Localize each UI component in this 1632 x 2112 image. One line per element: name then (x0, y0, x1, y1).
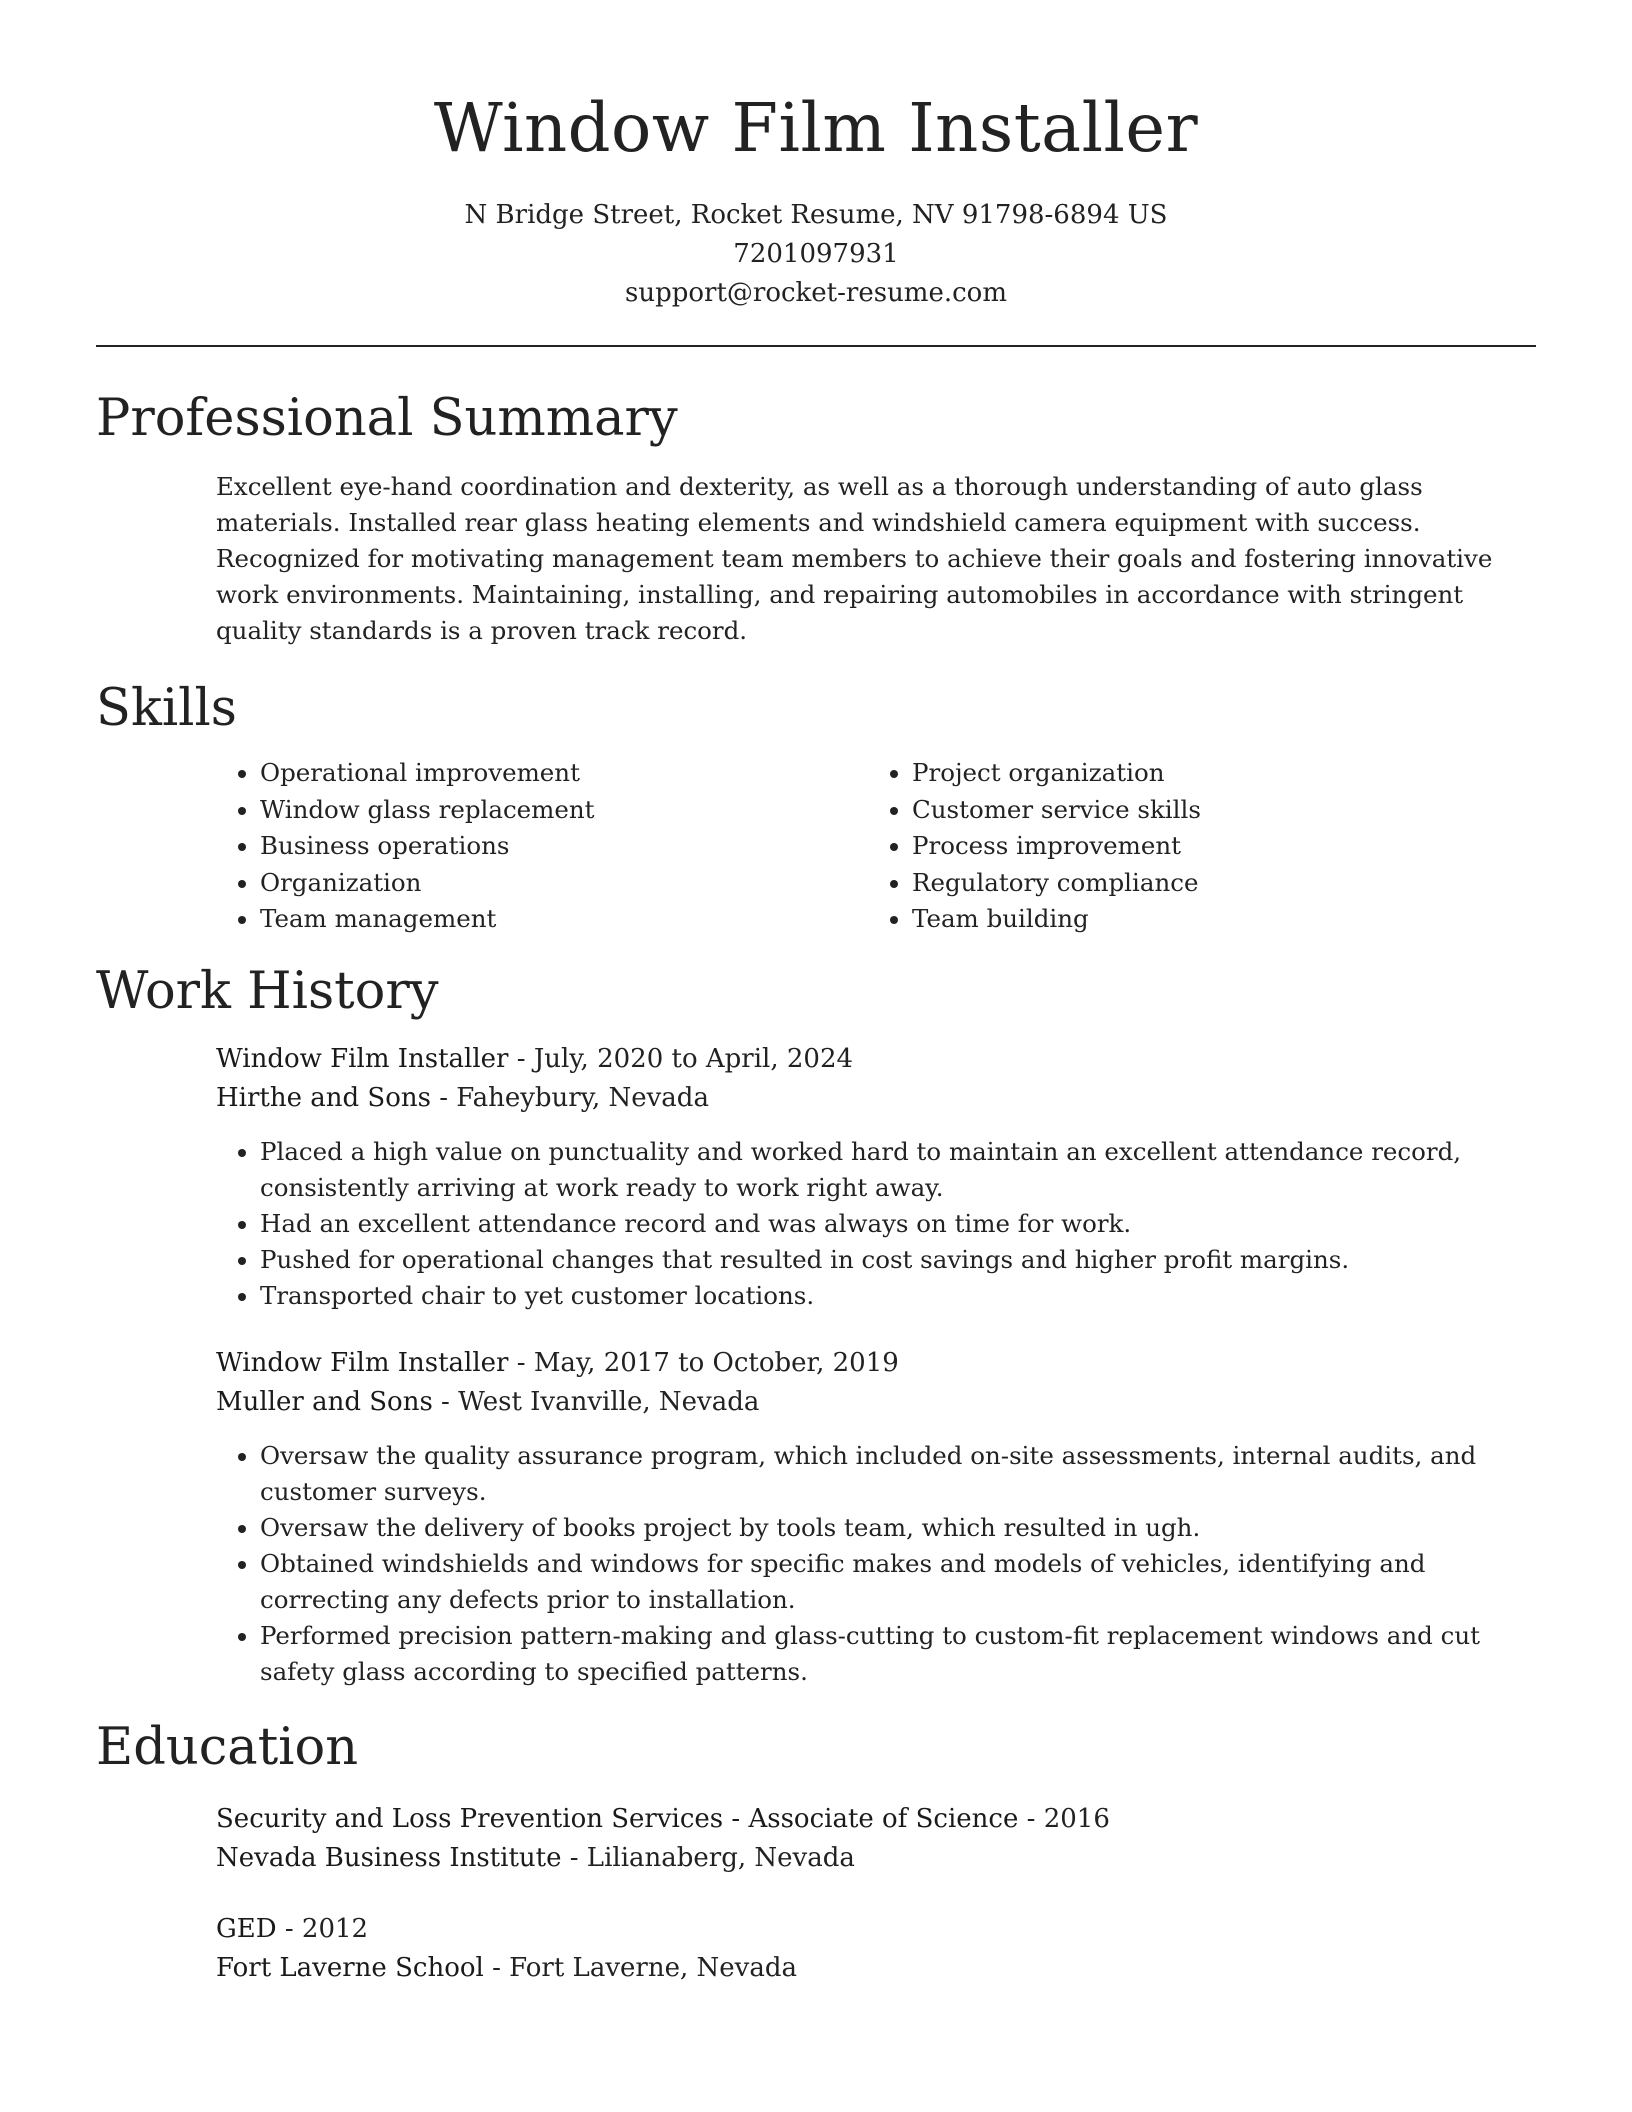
education-year: - 2016 (1018, 1803, 1110, 1834)
education-section (96, 1800, 1536, 1988)
job-company: Muller and Sons (216, 1386, 433, 1417)
job-company-line (216, 1383, 1536, 1422)
job-company: Hirthe and Sons (216, 1082, 431, 1113)
skill-item: • Project organization (912, 755, 1201, 792)
skills-column-left (216, 755, 868, 938)
education-school: Fort Laverne School (216, 1952, 484, 1983)
job-title-line (216, 1040, 1536, 1079)
education-entry (216, 1910, 1536, 1988)
job-role: Window Film Installer (216, 1043, 509, 1074)
summary-section (96, 469, 1536, 649)
job-dates: - July, 2020 to April, 2024 (508, 1043, 854, 1074)
job-location: - West Ivanville, Nevada (432, 1386, 760, 1417)
skill-item: • Organization (260, 865, 868, 902)
skills-column-right (868, 755, 1201, 938)
job-bullet: • Oversaw the delivery of books project by tools team, which resulted in ugh. (260, 1510, 1536, 1546)
contact-address: N Bridge Street, Rocket Resume, NV 91798-6894 US (464, 200, 1168, 230)
job-bullet: • Oversaw the quality assurance program, which included on-site assessments, internal audits, and customer surveys. (260, 1438, 1536, 1510)
job-bullet: • Obtained windshields and windows for specific makes and models of vehicles, identifying and correcting any defects prior to installation. (260, 1546, 1536, 1618)
job-bullet: • Pushed for operational changes that resulted in cost savings and higher profit margins. (260, 1242, 1536, 1278)
summary-text: Excellent eye-hand coordination and dexterity, as well as a thorough understanding of auto glass materials. Installed rear glass heating elements and windshield camera equipment with success. Recognized for motivating management team members to achieve their goals and fostering innovative work environments. Maintaining, installing, and repairing automobiles in accordance with stringent quality standards is a proven track record. (216, 472, 1493, 645)
skills-section (96, 755, 1536, 938)
job-entry (216, 1040, 1536, 1314)
skill-item: • Operational improvement (260, 755, 868, 792)
skill-item: • Process improvement (912, 828, 1201, 865)
education-school-line (216, 1839, 1536, 1878)
skills-grid (216, 755, 1536, 938)
contact-phone: 7201097931 (733, 239, 899, 269)
contact-block (96, 196, 1536, 313)
education-degree: GED (216, 1913, 277, 1944)
education-school: Nevada Business Institute (216, 1842, 562, 1873)
education-degree: Security and Loss Prevention Services - Associate of Science (216, 1803, 1019, 1834)
job-bullets (216, 1134, 1536, 1314)
work-history-heading: Work History (96, 961, 439, 1021)
skill-item: • Business operations (260, 828, 868, 865)
header-divider (96, 345, 1536, 347)
education-degree-line (216, 1910, 1536, 1949)
skill-item: • Customer service skills (912, 792, 1201, 829)
education-entry (216, 1800, 1536, 1878)
education-location: - Lilianaberg, Nevada (561, 1842, 855, 1873)
work-history-section (96, 1040, 1536, 1690)
candidate-name: Window Film Installer (433, 89, 1199, 167)
job-bullet: • Had an excellent attendance record and was always on time for work. (260, 1206, 1536, 1242)
skills-heading: Skills (96, 679, 237, 738)
job-dates: - May, 2017 to October, 2019 (508, 1347, 899, 1378)
skill-item: • Regulatory compliance (912, 865, 1201, 902)
job-company-line (216, 1079, 1536, 1118)
skill-item: • Window glass replacement (260, 792, 868, 829)
education-location: - Fort Laverne, Nevada (483, 1952, 797, 1983)
job-bullet: • Performed precision pattern-making and glass-cutting to custom-fit replacement windows and cut safety glass according to specified patterns. (260, 1618, 1536, 1690)
job-role: Window Film Installer (216, 1347, 509, 1378)
education-school-line (216, 1949, 1536, 1988)
job-bullet: • Placed a high value on punctuality and worked hard to maintain an excellent attendance record, consistently arriving at work ready to work right away. (260, 1134, 1536, 1206)
job-location: - Faheybury, Nevada (430, 1082, 709, 1113)
skill-item: • Team management (260, 901, 868, 938)
summary-heading: Professional Summary (96, 389, 678, 448)
job-title-line (216, 1344, 1536, 1383)
job-bullets (216, 1438, 1536, 1690)
education-degree-line (216, 1800, 1536, 1839)
education-year: - 2012 (276, 1913, 369, 1944)
job-entry (216, 1344, 1536, 1690)
skill-item: • Team building (912, 901, 1201, 938)
contact-email: support@rocket-resume.com (624, 278, 1007, 308)
resume-header (96, 0, 1536, 313)
job-bullet: • Transported chair to yet customer locations. (260, 1278, 1536, 1314)
education-heading: Education (96, 1717, 359, 1777)
